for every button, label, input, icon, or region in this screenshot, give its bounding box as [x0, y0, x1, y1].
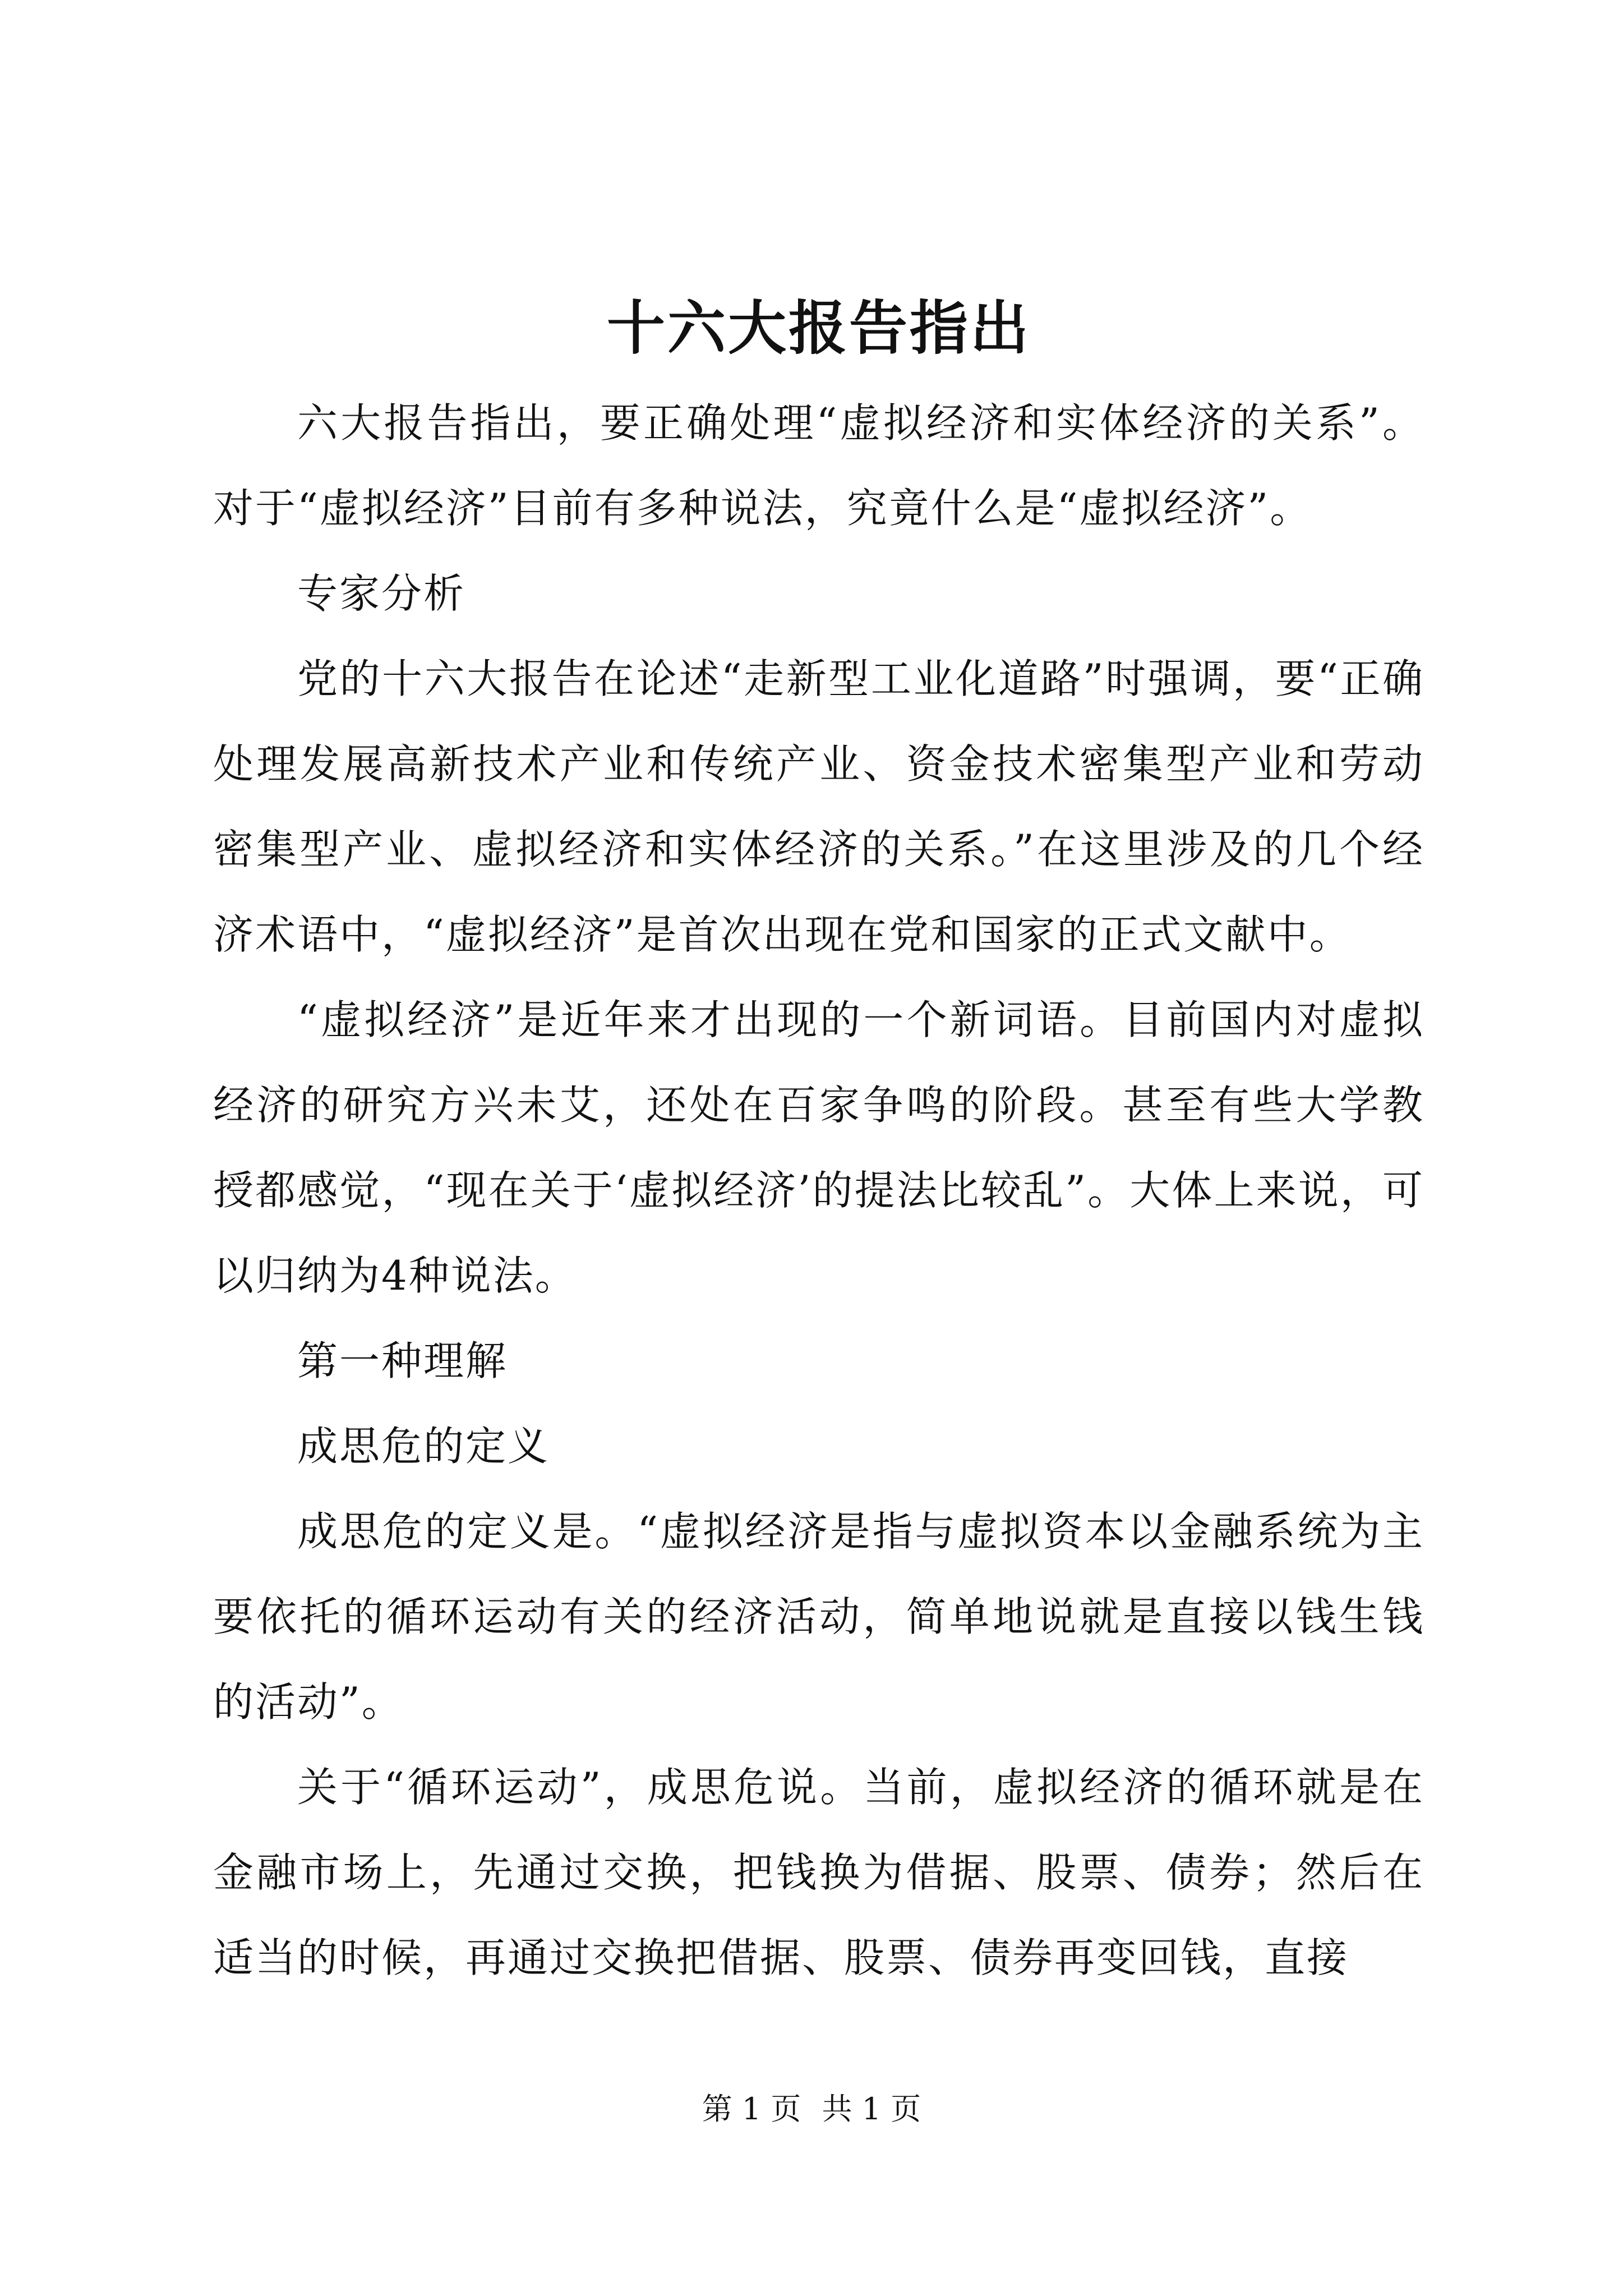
section-heading: 成思危的定义	[297, 1423, 550, 1470]
paragraph: “虚拟经济”是近年来才出现的一个新词语。目前国内对虚拟经济的研究方兴未艾，还处在百家争鸣的阶段。甚至有些大学教授都感觉，“现在关于‘虚拟经济’的提法比较乱”。大体上来说，可以归纳为4种说法。	[213, 996, 1424, 1299]
paragraph: 六大报告指出，要正确处理“虚拟经济和实体经济的关系”。对于“虚拟经济”目前有多种说法，究竟什么是“虚拟经济”。	[213, 399, 1424, 532]
section-heading: 第一种理解	[297, 1337, 508, 1384]
document-title: 十六大报告指出	[606, 293, 1031, 362]
paragraph: 关于“循环运动”，成思危说。当前，虚拟经济的循环就是在金融市场上，先通过交换，把钱换为借据、股票、债券；然后在适当的时候，再通过交换把借据、股票、债券再变回钱，直接	[213, 1764, 1424, 1981]
paragraph: 党的十六大报告在论述“走新型工业化道路”时强调，要“正确处理发展高新技术产业和传统产业、资金技术密集型产业和劳动密集型产业、虚拟经济和实体经济的关系。”在这里涉及的几个经济术语中，“虚拟经济”是首次出现在党和国家的正式文献中。	[213, 655, 1424, 958]
page-number: 第 1 页	[702, 2091, 801, 2127]
page-footer	[0, 2087, 1623, 2132]
section-heading: 专家分析	[297, 570, 466, 617]
document-body	[213, 286, 1424, 2000]
page-total: 共 1 页	[822, 2091, 921, 2127]
paragraph: 成思危的定义是。“虚拟经济是指与虚拟资本以金融系统为主要依托的循环运动有关的经济活动，简单地说就是直接以钱生钱的活动”。	[213, 1508, 1424, 1726]
